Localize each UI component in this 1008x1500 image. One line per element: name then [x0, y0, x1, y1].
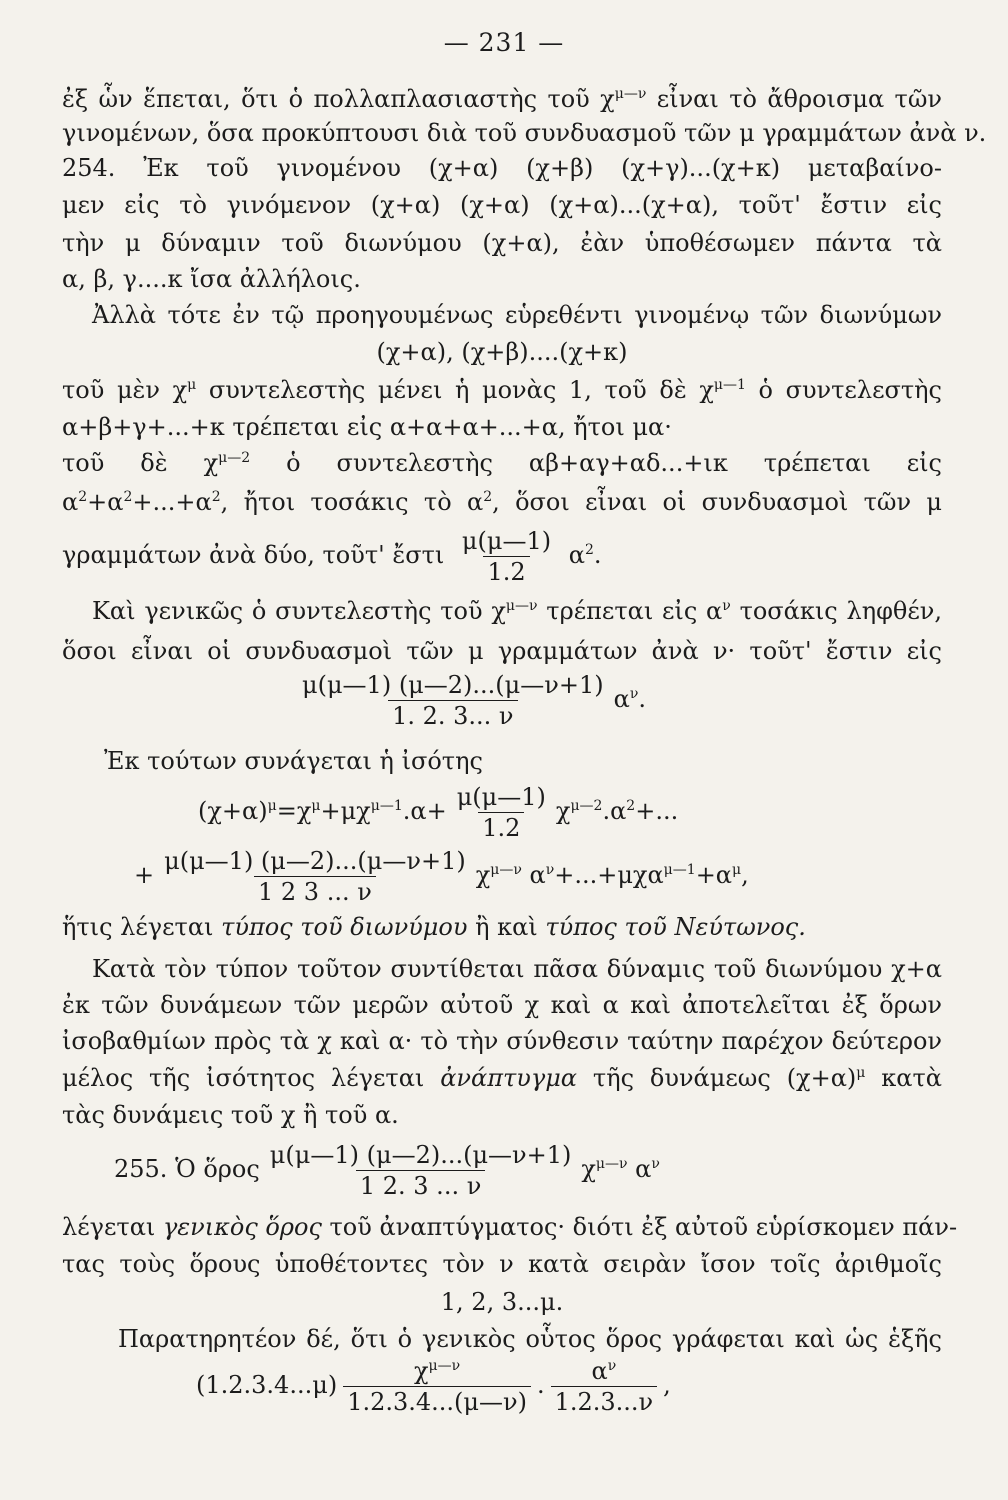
section-255-general-term: 255. Ὁ ὅρος $\frac{\mu(\mu—1) (\mu—2)...(\mu—\nu+1)}{1 2. 3 ... \nu}$ $\chi^{\mu—\nu}$ $\alpha^\nu$ — [114, 1141, 660, 1200]
text-line: μεν εἰς τὸ γινόμενον (χ+α) (χ+α) (χ+α)...(χ+α), τοῦτ' ἔστιν εἰς — [62, 191, 942, 219]
text-line: ἥτις λέγεται τύπος τοῦ διωνύμου ἢ καὶ τύπος τοῦ Νεύτωνος. — [62, 913, 806, 941]
text-line: ὅσοι εἶναι οἱ συνδυασμοὶ τῶν μ γραμμάτων ἀνὰ ν· τοῦτ' ἔστιν εἰς — [62, 637, 942, 665]
general-term-alternate-formula: (1.2.3.4...μ) $\frac{\chi^{\mu—\nu}}{1.2.3.4...(\mu—\nu)}$ . $\frac{\alpha^\nu}{1.2.3...\nu}$ , — [196, 1357, 671, 1416]
fraction: $\frac{\mu(\mu—1) (\mu—2)...(\mu—\nu+1)}{1 2 3 ... \nu}$ — [164, 847, 466, 906]
text-line: Κατὰ τὸν τύπον τοῦτον συντίθεται πᾶσα δύναμις τοῦ διωνύμου χ+α — [92, 955, 942, 983]
fraction: $\frac{\mu(\mu—1) (\mu—2)...(\mu—\nu+1)}{1 2. 3 ... \nu}$ — [269, 1141, 572, 1200]
fraction: $\frac{\alpha^\nu}{1.2.3...\nu}$ — [551, 1356, 658, 1417]
text-line: ἐξ ὧν ἕπεται, ὅτι ὁ πολλαπλασιαστὴς τοῦ $\chi^{\mu—\nu}$ εἶναι τὸ ἄθροισμα τῶν — [62, 85, 942, 113]
section-254: 254. Ἐκ τοῦ γινομένου (χ+α) (χ+β) (χ+γ)...(χ+κ) μεταβαίνο- — [62, 154, 942, 182]
page-number: — 231 — — [443, 28, 565, 57]
text-line: λέγεται γενικὸς ὅρος τοῦ ἀναπτύγματος· διότι ἐξ αὐτοῦ εὑρίσκομεν πάν- — [62, 1213, 958, 1241]
text-line: α+β+γ+...+κ τρέπεται εἰς α+α+α+...+α, ἤτοι μα· — [62, 413, 672, 441]
text-line: $\alpha^2+\alpha^2+...+\alpha^2$, ἤτοι τοσάκις τὸ $\alpha^2$, ὅσοι εἶναι οἱ συνδυασμοὶ τῶν μ — [62, 488, 942, 516]
text-line: γινομένων, ὅσα προκύπτουσι διὰ τοῦ συνδυασμοῦ τῶν μ γραμμάτων ἀνὰ ν. — [62, 119, 987, 147]
text-line: Ἀλλὰ τότε ἐν τῷ προηγουμένως εὑρεθέντι γινομένῳ τῶν διωνύμων — [92, 301, 942, 329]
text-line: ἐκ τῶν δυνάμεων τῶν μερῶν αὐτοῦ χ καὶ α καὶ ἀποτελεῖται ἐξ ὅρων — [62, 991, 942, 1019]
binomial-product: (χ+α), (χ+β)....(χ+κ) — [376, 338, 628, 366]
fraction: $\frac{\mu(\mu—1)}{1.2}$ — [461, 527, 552, 586]
text-line: Ἐκ τούτων συνάγεται ἡ ἰσότης — [104, 747, 483, 775]
text-line: τὰς δυνάμεις τοῦ χ ἢ τοῦ α. — [62, 1101, 399, 1129]
coefficient-formula: $\frac{\mu(\mu—1) (\mu—2)...(\mu—\nu+1)}{1. 2. 3... \nu}$ $\alpha^\nu$. — [292, 670, 646, 731]
text-line: ἰσοβαθμίων πρὸς τὰ χ καὶ α· τὸ τὴν σύνθεσιν ταύτην παρέχον δεύτερον — [62, 1027, 942, 1055]
text-line: τας τοὺς ὅρους ὑποθέτοντες τὸν ν κατὰ σειρὰν ἴσον τοῖς ἀριθμοῖς — [62, 1250, 942, 1278]
text-line: α, β, γ....κ ἴσα ἀλλήλοις. — [62, 265, 361, 293]
text-line: τοῦ μὲν $\chi^\mu$ συντελεστὴς μένει ἡ μονὰς 1, τοῦ δὲ $\chi^{\mu—1}$ ὁ συντελεστὴς — [62, 376, 942, 404]
text-line: Καὶ γενικῶς ὁ συντελεστὴς τοῦ $\chi^{\mu—\nu}$ τρέπεται εἰς $\alpha^\nu$ τοσάκις ληφθέν, — [92, 597, 943, 625]
text-line: Παρατηρητέον δέ, ὅτι ὁ γενικὸς οὗτος ὅρος γράφεται καὶ ὡς ἑξῆς — [118, 1325, 942, 1353]
fraction: $\frac{\mu(\mu—1)}{1.2}$ — [456, 783, 546, 842]
newton-binomial-formula-line1: $(\chi+\alpha)^\mu=\chi^\mu+\mu\chi^{\mu—1}.\alpha+$ $\frac{\mu(\mu—1)}{1.2}$ $\chi^{\mu—2}.\alpha^2+$... — [198, 783, 679, 842]
fraction: $\frac{\mu(\mu—1) (\mu—2)...(\mu—\nu+1)}{1. 2. 3... \nu}$ — [302, 671, 604, 730]
text-line: μέλος τῆς ἰσότητος λέγεται ἀνάπτυγμα τῆς δυνάμεως $(\chi+\alpha)^\mu$ κατὰ — [62, 1064, 942, 1092]
fraction: $\frac{\chi^{\mu—\nu}}{1.2.3.4...(\mu—\nu)}$ — [343, 1356, 531, 1417]
text-line: 1, 2, 3...μ. — [440, 1288, 564, 1316]
text-line: τοῦ δὲ $\chi^{\mu—2}$ ὁ συντελεστὴς αβ+αγ+αδ...+ικ τρέπεται εἰς — [62, 449, 942, 477]
fraction-line: γραμμάτων ἀνὰ δύο, τοῦτ' ἔστι $\frac{\mu(\mu—1)}{1.2}$ $\alpha^2$. — [62, 527, 602, 586]
text-line: τὴν μ δύναμιν τοῦ διωνύμου (χ+α), ἐὰν ὑποθέσωμεν πάντα τὰ — [62, 229, 942, 257]
newton-binomial-formula-line2: + $\frac{\mu(\mu—1) (\mu—2)...(\mu—\nu+1)}{1 2 3 ... \nu}$ $\chi^{\mu—\nu}$ $\alpha^\nu+...+\mu\chi\alpha^{\mu—1}+\alpha^\mu$, — [134, 847, 749, 906]
